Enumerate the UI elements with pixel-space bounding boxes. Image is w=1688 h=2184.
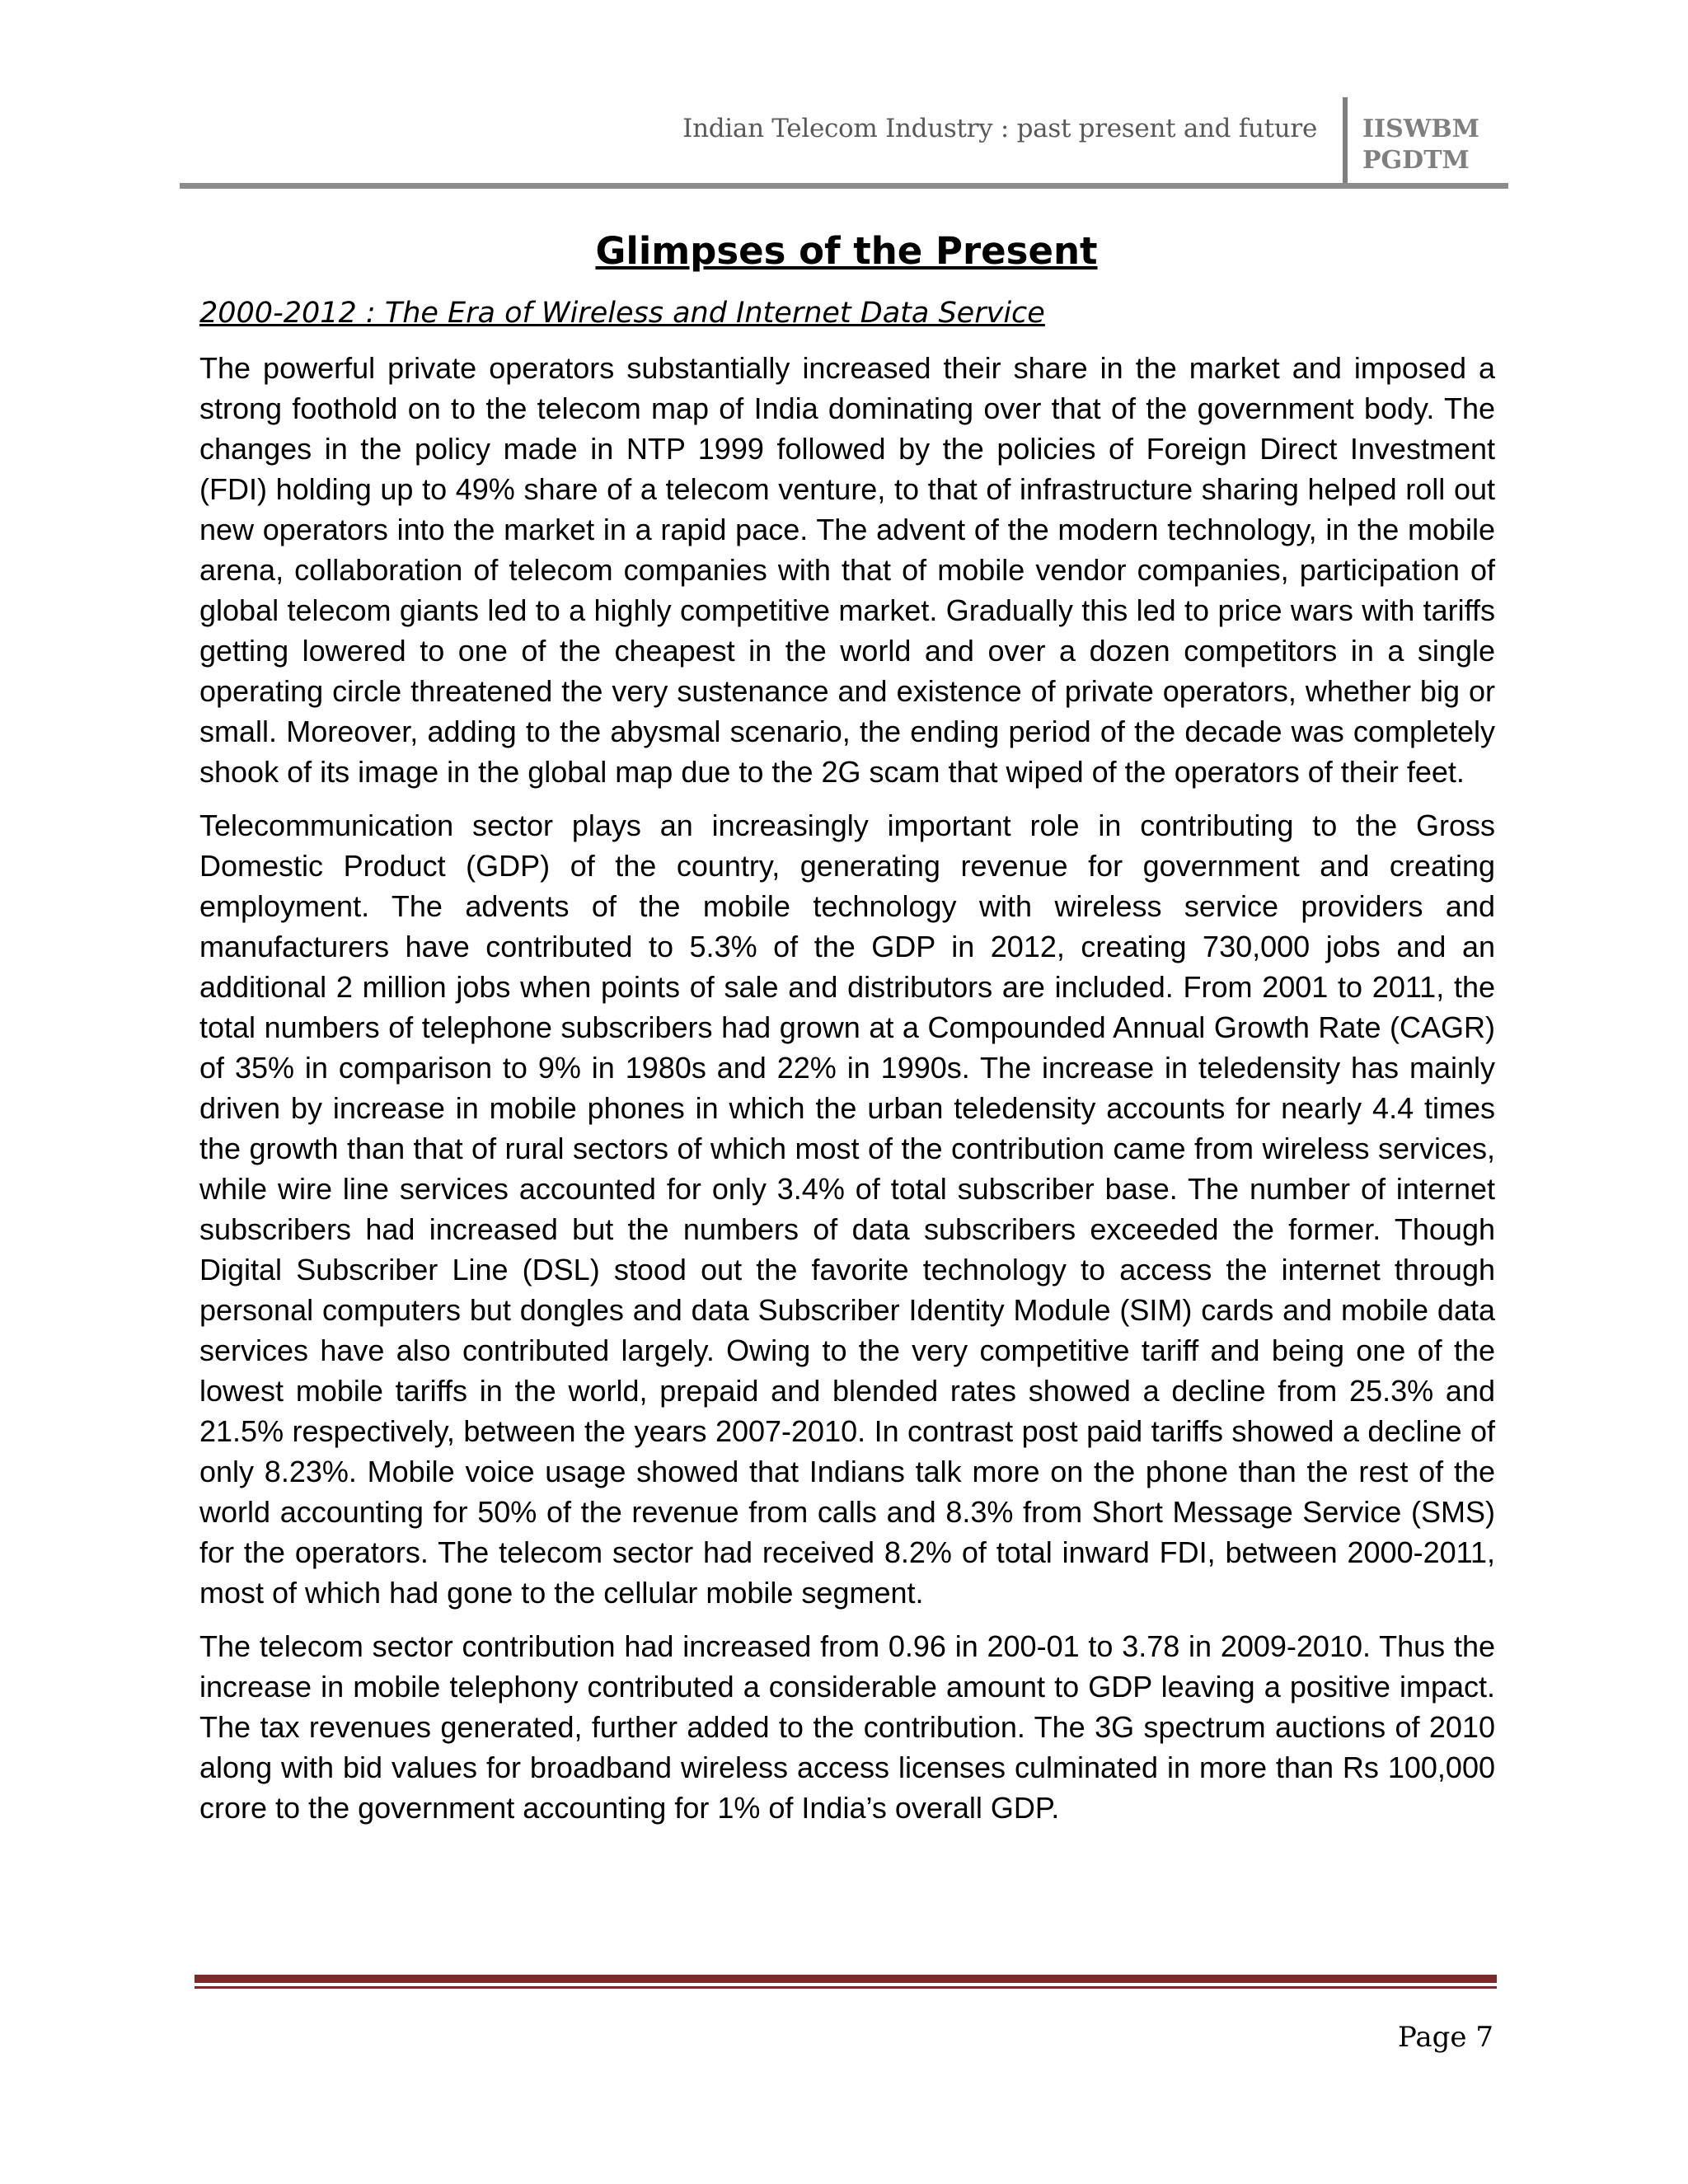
body-content <box>199 348 1495 1841</box>
section-subtitle: 2000-2012 : The Era of Wireless and Internet Data Service <box>199 297 1045 330</box>
header-rule <box>180 183 1508 189</box>
paragraph-2: Telecommunication sector plays an increasingly important role in contributing to the Gross Domestic Product (GDP) of the country, generating revenue for government and creating employment. The advents of the mobile technology with wireless service providers and manufacturers have contributed to 5.3% of the GDP in 2012, creating 730,000 jobs and an additional 2 million jobs when points of sale and distributors are included. From 2001 to 2011, the total numbers of telephone subscribers had grown at a Compounded Annual Growth Rate (CAGR) of 35% in comparison to 9% in 1980s and 22% in 1990s. The increase in teledensity has mainly driven by increase in mobile phones in which the urban teledensity accounts for nearly 4.4 times the growth than that of rural sectors of which most of the contribution came from wireless services, while wire line services accounted for only 3.4% of total subscriber base. The number of internet subscribers had increased but the numbers of data subscribers exceeded the former. Though Digital Subscriber Line (DSL) stood out the favorite technology to access the internet through personal computers but dongles and data Subscriber Identity Module (SIM) cards and mobile data services have also contributed largely. Owing to the very competitive tariff and being one of the lowest mobile tariffs in the world, prepaid and blended rates showed a decline from 25.3% and 21.5% respectively, between the years 2007-2010. In contrast post paid tariffs showed a decline of only 8.23%. Mobile voice usage showed that Indians talk more on the phone than the rest of the world accounting for 50% of the revenue from calls and 8.3% from Short Message Service (SMS) for the operators. The telecom sector had received 8.2% of total inward FDI, between 2000-2011, most of which had gone to the cellular mobile segment. <box>199 808 1495 1610</box>
header-title: Indian Telecom Industry : past present and future <box>682 114 1317 143</box>
header-divider <box>1343 97 1348 183</box>
header-org-line1: IISWBM <box>1362 115 1479 143</box>
paragraph-3: The telecom sector contribution had increased from 0.96 in 200-01 to 3.78 in 2009-2010. Thus the increase in mobile telephony contributed a considerable amount to GDP leaving a positive impact. The tax revenues generated, further added to the contribution. The 3G spectrum auctions of 2010 along with bid values for broadband wireless access licenses culminated in more than Rs 100,000 crore to the government accounting for 1% of India’s overall GDP. <box>199 1629 1495 1825</box>
header-org <box>1362 114 1479 176</box>
page-number: Page 7 <box>1398 2021 1493 2054</box>
section-title: Glimpses of the Present <box>595 229 1098 273</box>
page-header <box>180 97 1508 190</box>
paragraph-1: The powerful private operators substantially increased their share in the market and imposed a strong foothold on to the telecom map of India dominating over that of the government body. The changes in the policy made in NTP 1999 followed by the policies of Foreign Direct Investment (FDI) holding up to 49% share of a telecom venture, to that of infrastructure sharing helped roll out new operators into the market in a rapid pace. The advent of the modern technology, in the mobile arena, collaboration of telecom companies with that of mobile vendor companies, participation of global telecom giants led to a highly competitive market. Gradually this led to price wars with tariffs getting lowered to one of the cheapest in the world and over a dozen competitors in a single operating circle threatened the very sustenance and existence of private operators, whether big or small. Moreover, adding to the abysmal scenario, the ending period of the decade was completely shook of its image in the global map due to the 2G scam that wiped of the operators of their feet. <box>199 351 1495 789</box>
footer-rule <box>195 1975 1497 1983</box>
header-org-line2: PGDTM <box>1362 146 1470 175</box>
footer-rule-thin <box>195 1986 1497 1989</box>
